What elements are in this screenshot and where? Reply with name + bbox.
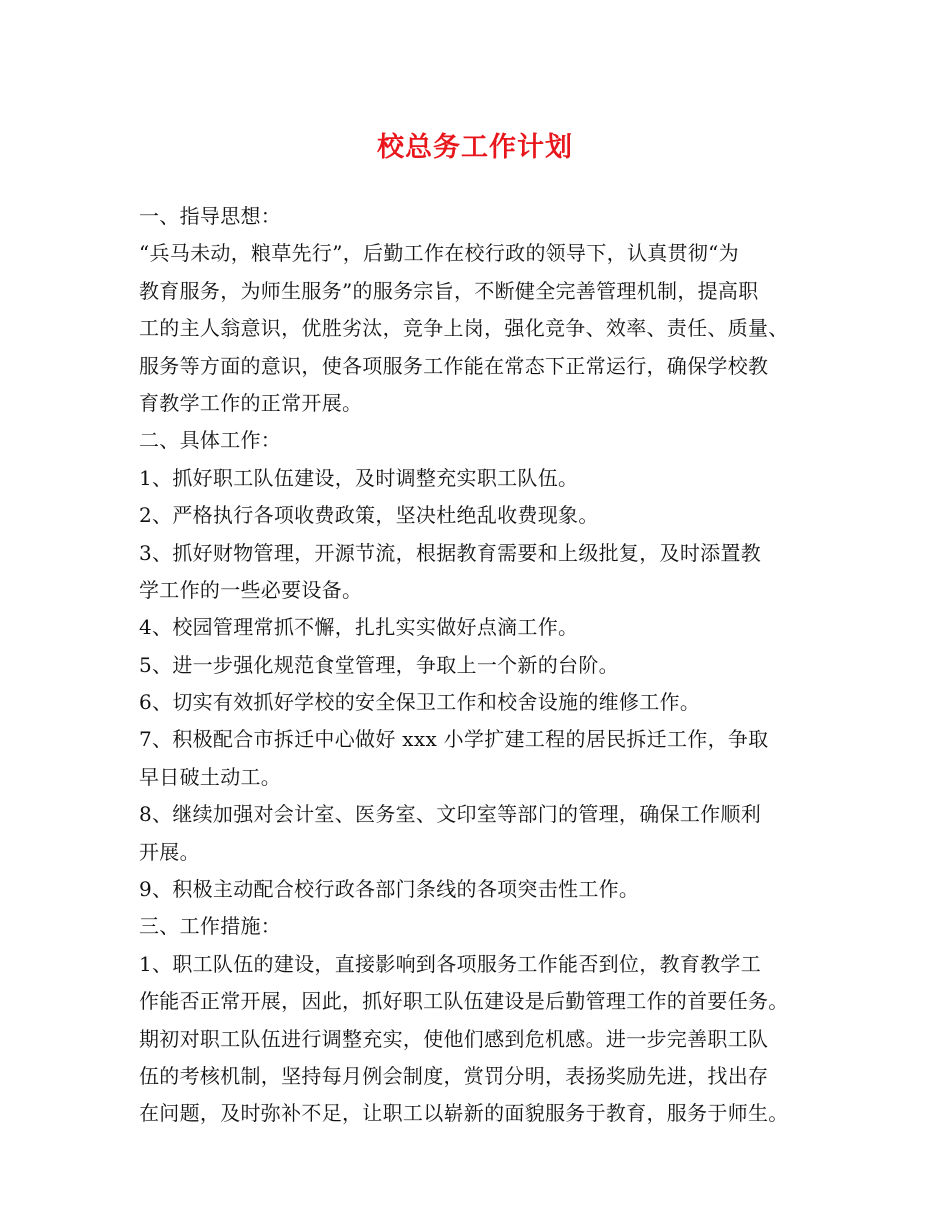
text-line: 伍的考核机制，坚持每月例会制度，赏罚分明，表扬奖励先进，找出存 bbox=[139, 1063, 769, 1088]
text-line: 二、具体工作： bbox=[139, 428, 282, 453]
text-line: 6、切实有效抓好学校的安全保卫工作和校舍设施的维修工作。 bbox=[139, 690, 701, 715]
text-line: 在问题，及时弥补不足，让职工以崭新的面貌服务于教育，服务于师生。 bbox=[139, 1101, 789, 1126]
text-line: 三、工作措施： bbox=[139, 914, 282, 939]
text-line: 8、继续加强对会计室、医务室、文印室等部门的管理，确保工作顺利 bbox=[139, 802, 762, 827]
text-line: 早日破土动工。 bbox=[139, 764, 282, 789]
text-line: 服务等方面的意识，使各项服务工作能在常态下正常运行，确保学校教 bbox=[139, 353, 769, 378]
text-line: 期初对职工队伍进行调整充实，使他们感到危机感。进一步完善职工队 bbox=[139, 1026, 769, 1051]
text-line: 5、进一步强化规范食堂管理，争取上一个新的台阶。 bbox=[139, 652, 619, 677]
text-line: 7、积极配合市拆迁中心做好 xxx 小学扩建工程的居民拆迁工作，争取 bbox=[139, 727, 769, 752]
text-line: 3、抓好财物管理，开源节流，根据教育需要和上级批复，及时添置教 bbox=[139, 540, 762, 565]
text-line: 一、指导思想： bbox=[139, 204, 282, 228]
text-line: 作能否正常开展，因此，抓好职工队伍建设是后勤管理工作的首要任务。 bbox=[139, 989, 789, 1014]
text-line: “兵马未动，粮草先行”，后勤工作在校行政的领导下，认真贯彻“为 bbox=[139, 241, 739, 266]
text-line: 工的主人翁意识，优胜劣汰，竞争上岗，强化竞争、效率、责任、质量、 bbox=[139, 316, 789, 341]
text-line: 教育服务，为师生服务”的服务宗旨，不断健全完善管理机制，提高职 bbox=[139, 278, 759, 303]
text-line: 1、抓好职工队伍建设，及时调整充实职工队伍。 bbox=[139, 465, 579, 490]
text-line: 9、积极主动配合校行政各部门条线的各项突击性工作。 bbox=[139, 877, 640, 902]
text-line: 2、严格执行各项收费政策，坚决杜绝乱收费现象。 bbox=[139, 503, 599, 528]
document-title: 校总务工作计划 bbox=[377, 132, 573, 163]
text-line: 1、职工队伍的建设，直接影响到各项服务工作能否到位，教育教学工 bbox=[139, 951, 762, 976]
text-line: 育教学工作的正常开展。 bbox=[139, 390, 363, 415]
document-body bbox=[139, 198, 815, 1133]
text-line: 开展。 bbox=[139, 839, 200, 864]
text-line: 学工作的一些必要设备。 bbox=[139, 577, 363, 602]
text-line: 4、校园管理常抓不懈，扎扎实实做好点滴工作。 bbox=[139, 615, 579, 640]
